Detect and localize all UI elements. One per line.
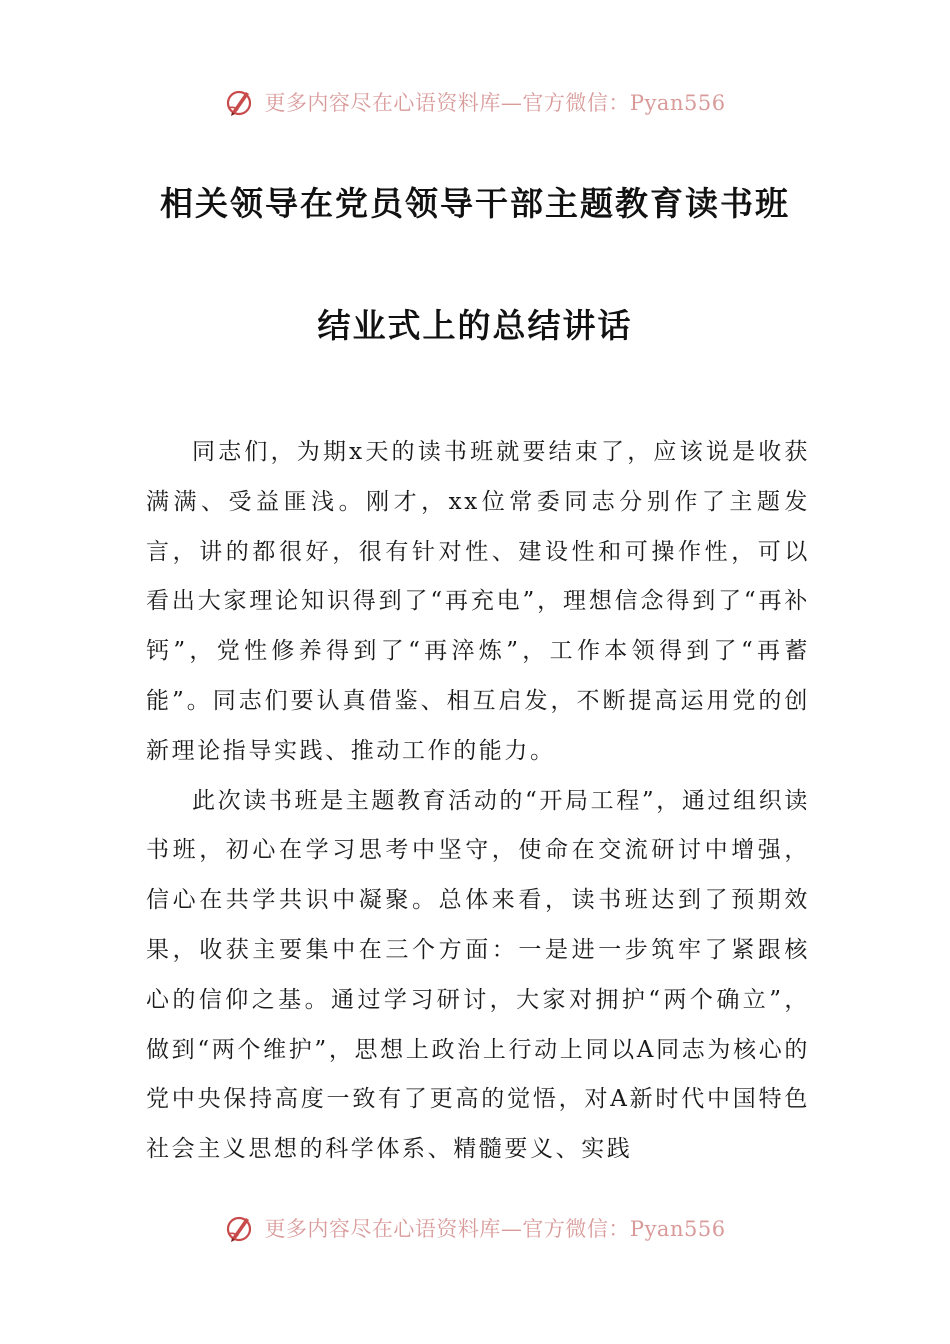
header-banner-text: 更多内容尽在心语资料库—官方微信：Pyan556 <box>264 91 726 115</box>
pen-circle-logo-icon <box>224 1212 256 1244</box>
footer-banner <box>0 1208 950 1248</box>
pen-circle-logo-icon <box>224 86 256 118</box>
document-title-line-2: 结业式上的总结讲话 <box>317 306 633 345</box>
header-banner <box>0 82 950 122</box>
document-title-line-1: 相关领导在党员领导干部主题教育读书班 <box>160 184 790 223</box>
footer-banner-text: 更多内容尽在心语资料库—官方微信：Pyan556 <box>264 1217 726 1241</box>
document-body <box>146 428 810 1175</box>
paragraph-2: 此次读书班是主题教育活动的“开局工程”，通过组织读书班，初心在学习思考中坚守，使命在交流研讨中增强，信心在共学共识中凝聚。总体来看，读书班达到了预期效果，收获主要集中在三个方面：一是进一步筑牢了紧跟核心的信仰之基。通过学习研讨，大家对拥护“两个确立”，做到“两个维护”，思想上政治上行动上同以A同志为核心的党中央保持高度一致有了更高的觉悟，对A新时代中国特色社会主义思想的科学体系、精髓要义、实践 <box>146 787 810 1163</box>
paragraph-1: 同志们，为期x天的读书班就要结束了，应该说是收获满满、受益匪浅。刚才，xx位常委同志分别作了主题发言，讲的都很好，很有针对性、建设性和可操作性，可以看出大家理论知识得到了“再充电”，理想信念得到了“再补钙”，党性修养得到了“再淬炼”，工作本领得到了“再蓄能”。同志们要认真借鉴、相互启发，不断提高运用党的创新理论指导实践、推动工作的能力。 <box>146 439 810 764</box>
